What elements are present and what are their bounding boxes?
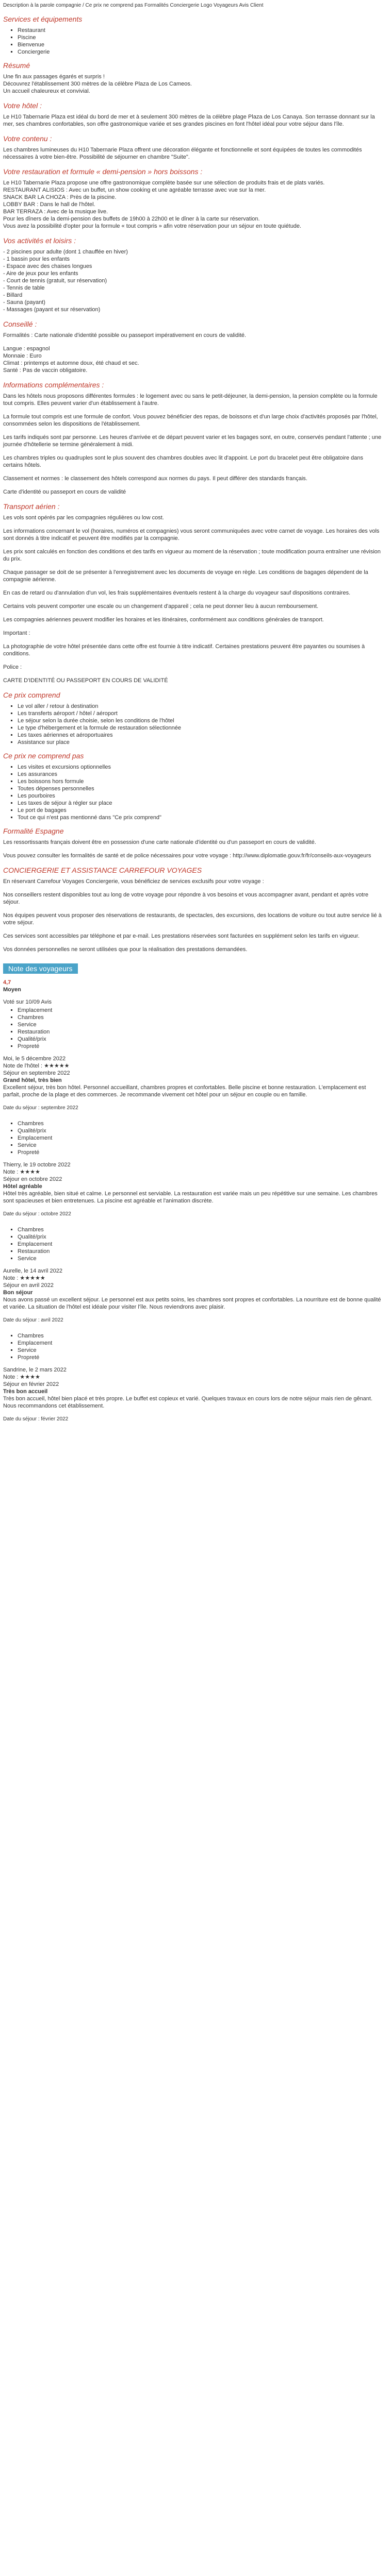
restauration-line: Vous avez la possibilité d'opter pour la formule « tout compris » afin votre réservation pour un séjour en toute quiétude.: [3, 223, 302, 229]
police-title: Police :: [3, 664, 22, 670]
review-criterion: ▪ Restauration: [18, 1028, 382, 1036]
conciergerie-paragraph: Vos données personnelles ne seront utilisées que pour la réalisation des prestations demandées.: [3, 946, 248, 953]
prix-comprend-title: Ce prix comprend: [3, 691, 60, 699]
prix-comprend-item: ▪ Les taxes aériennes et aéroportuaires: [18, 732, 382, 739]
review-criterion: ▪ Propreté: [18, 1354, 382, 1361]
review-header: Voté sur 10/09 Avis: [3, 999, 52, 1005]
prix-comprend-item: ▪ Le vol aller / retour à destination: [18, 703, 382, 710]
formalite-paragraph: Vous pouvez consulter les formalités de santé et de police nécessaires pour votre voyage : http://www.diplomatie.gouv.fr/fr/conseils-aux-voyageurs: [3, 853, 371, 859]
info-paragraph: Classement et normes : le classement des hôtels correspond aux normes du pays. Il peut différer des standards français.: [3, 476, 307, 482]
review-criterion: ▪ Chambres: [18, 1014, 382, 1021]
review-criterion: ▪ Qualité/prix: [18, 1233, 382, 1241]
review-criterion: ▪ Chambres: [18, 1120, 382, 1127]
service-item: ▪ Piscine: [18, 34, 382, 41]
restauration-line: SNACK BAR LA CHOZA : Près de la piscine.: [3, 194, 117, 200]
resume-line: Découvrez l'établissement 300 mètres de la célèbre Plaza de Los Cameos.: [3, 81, 192, 87]
review-date: Séjour en février 2022: [3, 1381, 59, 1387]
prix-ne-comprend-item: ▪ Tout ce qui n'est pas mentionné dans "Ce prix comprend": [18, 814, 382, 821]
info-paragraph: Les chambres triples ou quadruples sont le plus souvent des chambres doubles avec lit d'appoint. Le port du bracelet peut être obligatoire dans certains hôtels.: [3, 455, 363, 468]
transport-paragraph: Chaque passager se doit de se présenter à l'enregistrement avec les documents de voyage en règle. Les conditions de bagages dépendent de la compagnie aérienne.: [3, 569, 368, 583]
reviews: [3, 998, 382, 1423]
restauration-title: Votre restauration et formule « demi-pension » hors boissons :: [3, 167, 203, 176]
restauration-line: Le H10 Tabernarie Plaza propose une offre gastronomique complète basée sur une sélection de produits frais et de plats variés.: [3, 180, 325, 186]
transport-paragraph: Les informations concernant le vol (horaires, numéros et compagnies) vous seront communiquées avec votre carnet de voyage. Les horaires des vols sont donnés à titre indicatif et peuvent être modifiés par la compagnie.: [3, 528, 380, 541]
review-block: [3, 998, 382, 1112]
review-criterion: ▪ Service: [18, 1347, 382, 1354]
resume-title: Résumé: [3, 61, 30, 70]
resume-line: Une fin aux passages égarés et surpris !: [3, 74, 105, 80]
avis-title: Note des voyageurs: [3, 963, 78, 974]
review-text: Nous avons passé un excellent séjour. Le personnel est aux petits soins, les chambres sont propres et confortables. La nourriture est de bonne qualité et variée. La situation de l'hôtel est idéale pour visiter l'île. Nous reviendrons avec plaisir.: [3, 1297, 381, 1310]
informations-paragraphs: [3, 393, 382, 482]
review-criteria: [3, 1120, 382, 1156]
review-criteria: [3, 1332, 382, 1361]
review-note-label: Note de l'hôtel : ★★★★★: [3, 1063, 70, 1069]
service-item: ▪ Conciergerie: [18, 48, 382, 56]
review-block: [3, 1226, 382, 1324]
important-title: Important :: [3, 630, 30, 636]
transport-title: Transport aérien :: [3, 502, 60, 511]
restauration-line: RESTAURANT ALISIOS : Avec un buffet, un show cooking et une agréable terrasse avec vue sur la mer.: [3, 187, 266, 193]
review-title: Grand hôtel, très bien: [3, 1077, 62, 1083]
review-meta: Date du séjour : octobre 2022: [3, 1211, 71, 1217]
review-meta: Date du séjour : septembre 2022: [3, 1105, 78, 1111]
transport-paragraphs: [3, 514, 382, 623]
transport-paragraph: Les compagnies aériennes peuvent modifier les horaires et les itinéraires, conformément aux conditions générales de transport.: [3, 617, 324, 623]
prix-ne-comprend-item: ▪ Les visites et excursions optionnelles: [18, 764, 382, 771]
resume-line: Un accueil chaleureux et convivial.: [3, 88, 90, 94]
review-criteria: [3, 1007, 382, 1050]
restauration-line: LOBBY BAR : Dans le hall de l'hôtel.: [3, 201, 95, 208]
review-note-label: Note : ★★★★: [3, 1374, 40, 1380]
transport-paragraph: Certains vols peuvent comporter une escale ou un changement d'appareil ; cela ne peut donner lieu à aucun remboursement.: [3, 603, 319, 609]
prix-ne-comprend-item: ▪ Toutes dépenses personnelles: [18, 785, 382, 792]
prix-ne-comprend-title: Ce prix ne comprend pas: [3, 752, 84, 760]
formalite-title: Formalité Espagne: [3, 827, 64, 835]
review-text: Très bon accueil, hôtel bien placé et très propre. Le buffet est copieux et varié. Quelques travaux en cours lors de notre séjour mais rien de gênant. Nous recommandons cet établissement.: [3, 1396, 373, 1409]
conseille-text: Formalités : Carte nationale d'identité possible ou passeport impérativement en cours de validité.: [3, 332, 247, 338]
review-author: Sandrine, le 2 mars 2022: [3, 1367, 67, 1373]
prix-comprend-item: ▪ Le type d'hébergement et la formule de restauration sélectionnée: [18, 724, 382, 732]
prix-comprend-item: ▪ Le séjour selon la durée choisie, selon les conditions de l'hôtel: [18, 717, 382, 724]
prix-comprend-item: ▪ Assistance sur place: [18, 739, 382, 746]
review-criterion: ▪ Qualité/prix: [18, 1127, 382, 1134]
conseille-line: Langue : espagnol: [3, 346, 50, 352]
activity-item: - 2 piscines pour adulte (dont 1 chauffée en hiver): [3, 249, 128, 255]
review-author: Aurelle, le 14 avril 2022: [3, 1268, 62, 1274]
info-paragraph: Les tarifs indiqués sont par personne. Les heures d'arrivée et de départ peuvent varier et les bagages sont, en outre, conservés pendant l'attente ; une journée d'hôtellerie se termine généralement à midi.: [3, 434, 382, 448]
review-meta: Date du séjour : février 2022: [3, 1416, 69, 1422]
review-criterion: ▪ Emplacement: [18, 1134, 382, 1142]
review-criterion: ▪ Chambres: [18, 1226, 382, 1233]
activity-item: - Espace avec des chaises longues: [3, 263, 92, 269]
activity-item: - Massages (payant et sur réservation): [3, 307, 101, 313]
review-title: Hôtel agréable: [3, 1183, 42, 1190]
activity-item: - Aire de jeux pour les enfants: [3, 270, 78, 277]
hotel-text: Le H10 Tabernarie Plaza est idéal du bord de mer et à seulement 300 mètres de la célèbre plage Plaza de Los Canaya. Son terrasse donnant sur la mer, ses chambres confortables, son offre gastronomique variée et ses grandes piscines en font l'hôtel idéal pour votre séjour dans l'île.: [3, 114, 375, 127]
service-item: ▪ Bienvenue: [18, 41, 382, 48]
review-criterion: ▪ Propreté: [18, 1149, 382, 1156]
review-date: Séjour en septembre 2022: [3, 1070, 70, 1076]
conciergerie-paragraph: Ces services sont accessibles par téléphone et par e-mail. Les prestations réservées sont facturées en supplément selon les tarifs en vigueur.: [3, 933, 360, 939]
restauration-line: Pour les dîners de la demi-pension des buffets de 19h00 à 22h00 et le dîner à la carte sur réservation.: [3, 216, 260, 222]
review-criterion: ▪ Service: [18, 1021, 382, 1028]
conciergerie-paragraph: Nos équipes peuvent vous proposer des réservations de restaurants, de spectacles, des excursions, des locations de voiture ou tout autre service lié à votre séjour.: [3, 912, 382, 926]
review-text: Hôtel très agréable, bien situé et calme. Le personnel est serviable. La restauration est variée mais un peu répétitive sur une semaine. Les chambres sont spacieuses et bien entretenues. La piscine est agréable et l'animation discrète.: [3, 1191, 378, 1204]
review-note-label: Note : ★★★★: [3, 1169, 40, 1175]
service-item: ▪ Restaurant: [18, 27, 382, 34]
hotel-title: Votre hôtel :: [3, 101, 42, 110]
review-criterion: ▪ Restauration: [18, 1248, 382, 1255]
review-title: Très bon accueil: [3, 1388, 48, 1395]
transport-paragraph: Les vols sont opérés par les compagnies régulières ou low cost.: [3, 515, 164, 521]
intro-breadcrumb: Description à la parole compagnie / Ce prix ne comprend pas Formalités Conciergerie Logo Voyageurs Avis Client: [3, 3, 264, 8]
conseille-line: Climat : printemps et automne doux, été chaud et sec.: [3, 360, 139, 366]
prix-ne-comprend-item: ▪ Les assurances: [18, 771, 382, 778]
review-criterion: ▪ Emplacement: [18, 1007, 382, 1014]
info-paragraph: La formule tout compris est une formule de confort. Vous pouvez bénéficier des repas, de boissons et d'un large choix d'activités proposés par l'hôtel, consommées selon les dispositions de l'établissement.: [3, 414, 378, 427]
resume-lines: [3, 73, 382, 95]
review-date: Séjour en octobre 2022: [3, 1176, 62, 1182]
conseille-lines: [3, 345, 382, 374]
activity-item: - Court de tennis (gratuit, sur réservation): [3, 278, 107, 284]
conseille-title: Conseillé :: [3, 320, 37, 328]
prix-ne-comprend-item: ▪ Les pourboires: [18, 792, 382, 800]
review-block: [3, 1120, 382, 1218]
contenu-text: Les chambres lumineuses du H10 Tabernarie Plaza offrent une décoration élégante et fonctionnelle et sont équipées de toutes les commodités nécessaires à votre bien-être. Possibilité de séjourner en chambre "Suite".: [3, 147, 362, 160]
conseille-line: Santé : Pas de vaccin obligatoire.: [3, 367, 88, 374]
avis-count: Moyen: [3, 987, 21, 993]
review-author: Moi, le 5 décembre 2022: [3, 1056, 66, 1062]
review-note-label: Note : ★★★★★: [3, 1275, 45, 1281]
review-meta: Date du séjour : avril 2022: [3, 1317, 63, 1323]
review-criterion: ▪ Qualité/prix: [18, 1036, 382, 1043]
activites-title: Vos activités et loisirs :: [3, 236, 76, 245]
transport-paragraph: En cas de retard ou d'annulation d'un vol, les frais supplémentaires éventuels restent à la charge du voyageur sauf dispositions contraires.: [3, 590, 351, 596]
review-title: Bon séjour: [3, 1290, 33, 1296]
review-criterion: ▪ Chambres: [18, 1332, 382, 1340]
review-criterion: ▪ Service: [18, 1142, 382, 1149]
restauration-lines: [3, 179, 382, 230]
conciergerie-paragraph: Nos conseillers restent disponibles tout au long de votre voyage pour répondre à vos besoins et vous accompagner avant, pendant et après votre séjour.: [3, 892, 369, 905]
carte-title: Carte d'identité ou passeport en cours de validité: [3, 489, 126, 495]
review-block: [3, 1332, 382, 1423]
prix-ne-comprend-item: ▪ Les taxes de séjour à régler sur place: [18, 800, 382, 807]
police-text: CARTE D'IDENTITÉ OU PASSEPORT EN COURS DE VALIDITÉ: [3, 677, 168, 684]
review-criterion: ▪ Emplacement: [18, 1241, 382, 1248]
services-list: [3, 27, 382, 56]
informations-title: Informations complémentaires :: [3, 381, 104, 389]
review-date: Séjour en avril 2022: [3, 1282, 54, 1289]
important-text: La photographie de votre hôtel présentée dans cette offre est fournie à titre indicatif. Certaines prestations peuvent être payantes ou soumises à conditions.: [3, 643, 365, 657]
conciergerie-paragraphs: [3, 878, 382, 953]
prix-comprend-item: ▪ Les transferts aéroport / hôtel / aéroport: [18, 710, 382, 717]
activity-item: - Sauna (payant): [3, 299, 45, 306]
transport-paragraph: Les prix sont calculés en fonction des conditions et des tarifs en vigueur au moment de la réservation ; toute modification pourra entraîner une révision du prix.: [3, 549, 381, 562]
review-criterion: ▪ Emplacement: [18, 1340, 382, 1347]
review-criteria: [3, 1226, 382, 1262]
conciergerie-title: CONCIERGERIE ET ASSISTANCE CARREFOUR VOYAGES: [3, 866, 202, 874]
contenu-title: Votre contenu :: [3, 134, 52, 143]
review-text: Excellent séjour, très bon hôtel. Personnel accueillant, chambres propres et confortables. Belle piscine et bonne restauration. L'emplacement est parfait, proche de la plage et des commerces. Je recommande vivement cet hôtel pour un séjour en couple ou en famille.: [3, 1084, 366, 1098]
activity-item: - 1 bassin pour les enfants: [3, 256, 70, 262]
info-paragraph: Dans les hôtels nous proposons différentes formules : le logement avec ou sans le petit-déjeuner, la demi-pension, la pension complète ou la formule tout compris. Elles peuvent varier d'un établissement à l'autre.: [3, 393, 378, 406]
conciergerie-paragraph: En réservant Carrefour Voyages Conciergerie, vous bénéficiez de services exclusifs pour votre voyage :: [3, 878, 264, 885]
prix-ne-comprend-item: ▪ Le port de bagages: [18, 807, 382, 814]
formalite-paragraphs: [3, 839, 382, 859]
conseille-line: Monnaie : Euro: [3, 353, 42, 359]
activites-list: [3, 248, 382, 313]
prix-comprend-list: [3, 703, 382, 746]
avis-score: 4,7: [3, 979, 11, 986]
activity-item: - Tennis de table: [3, 285, 45, 291]
services-title: Services et équipements: [3, 15, 83, 23]
activity-item: - Billard: [3, 292, 23, 298]
prix-ne-comprend-item: ▪ Les boissons hors formule: [18, 778, 382, 785]
review-criterion: ▪ Propreté: [18, 1043, 382, 1050]
review-criterion: ▪ Service: [18, 1255, 382, 1262]
restauration-line: BAR TERRAZA : Avec de la musique live.: [3, 209, 108, 215]
prix-ne-comprend-list: [3, 764, 382, 821]
formalite-paragraph: Les ressortissants français doivent être en possession d'une carte nationale d'identité ou d'un passeport en cours de validité.: [3, 839, 316, 845]
review-author: Thierry, le 19 octobre 2022: [3, 1162, 71, 1168]
